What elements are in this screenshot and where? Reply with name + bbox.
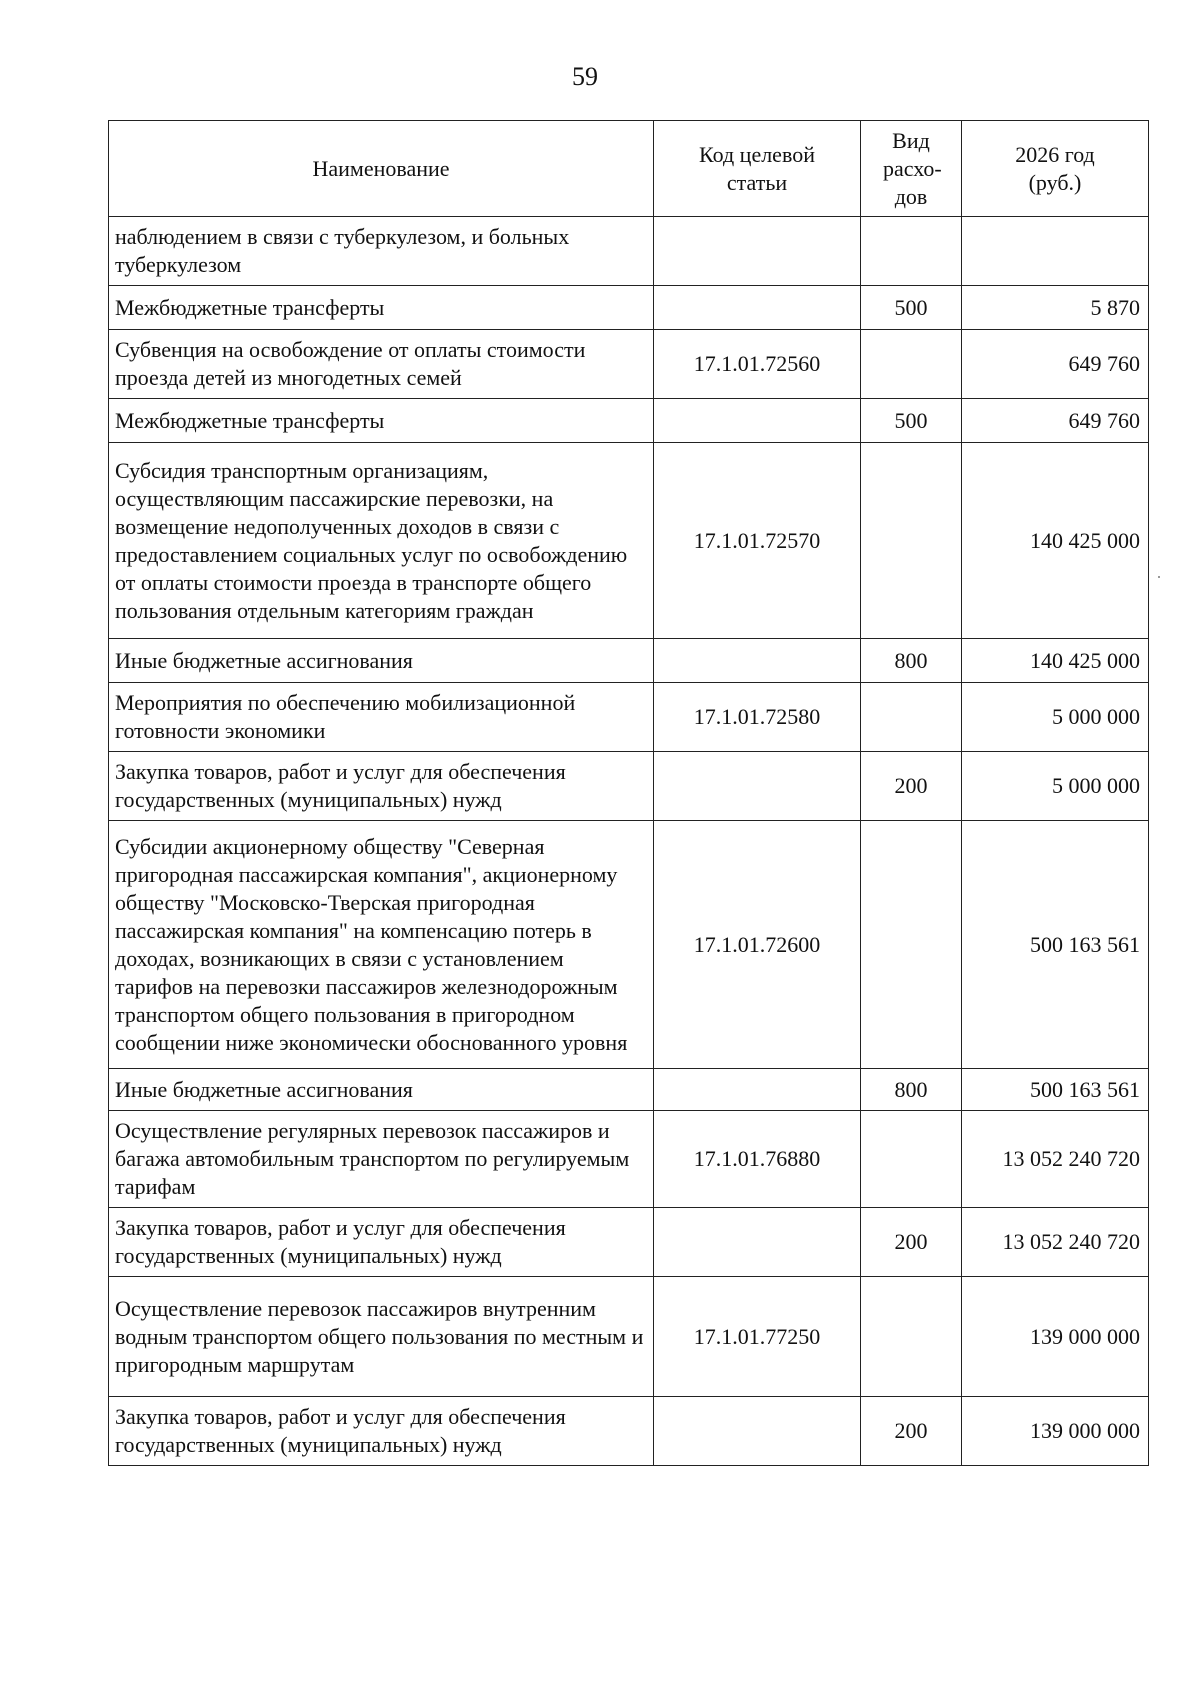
- cell-code: 17.1.01.72570: [654, 443, 861, 639]
- header-name: Наименование: [109, 121, 654, 217]
- cell-amount: 5 000 000: [962, 683, 1149, 752]
- header-kind: Вид расхо- дов: [861, 121, 962, 217]
- table-row: [109, 1069, 1149, 1111]
- cell-kind: 800: [861, 1069, 962, 1111]
- cell-amount: 139 000 000: [962, 1277, 1149, 1397]
- cell-kind: 500: [861, 286, 962, 330]
- cell-amount: 5 000 000: [962, 752, 1149, 821]
- table-row: [109, 330, 1149, 399]
- cell-kind: [861, 330, 962, 399]
- cell-kind: [861, 683, 962, 752]
- cell-name: Иные бюджетные ассигнования: [109, 1069, 654, 1111]
- cell-code: 17.1.01.72580: [654, 683, 861, 752]
- table-row: [109, 683, 1149, 752]
- table-row: [109, 1111, 1149, 1208]
- cell-amount: 140 425 000: [962, 639, 1149, 683]
- cell-kind: [861, 1111, 962, 1208]
- cell-name: Закупка товаров, работ и услуг для обеспечения государственных (муниципальных) нужд: [109, 1208, 654, 1277]
- cell-amount: 140 425 000: [962, 443, 1149, 639]
- table-row: [109, 821, 1149, 1069]
- header-code: Код целевой статьи: [654, 121, 861, 217]
- cell-kind: [861, 1277, 962, 1397]
- cell-name: Иные бюджетные ассигнования: [109, 639, 654, 683]
- cell-amount: 649 760: [962, 330, 1149, 399]
- cell-code: [654, 1069, 861, 1111]
- page-number: 59: [572, 62, 598, 91]
- cell-amount: 500 163 561: [962, 1069, 1149, 1111]
- cell-code: [654, 1208, 861, 1277]
- cell-kind: 800: [861, 639, 962, 683]
- cell-code: 17.1.01.72560: [654, 330, 861, 399]
- scan-speck: [1158, 576, 1160, 578]
- cell-amount: 500 163 561: [962, 821, 1149, 1069]
- table-row: [109, 1397, 1149, 1466]
- cell-name: Субсидии акционерному обществу "Северная пригородная пассажирская компания", акционерному обществу "Московско-Тверская пригородная пассажирская компания" на компенсацию потерь в доходах, возникающих в связи с установлением тарифов на перевозки пассажиров железнодорожным транспортом общего пользования в пригородном сообщении ниже экономически обоснованного уровня: [109, 821, 654, 1069]
- cell-name: Межбюджетные трансферты: [109, 399, 654, 443]
- cell-code: 17.1.01.76880: [654, 1111, 861, 1208]
- cell-code: 17.1.01.77250: [654, 1277, 861, 1397]
- table-row: [109, 639, 1149, 683]
- table-body: [109, 217, 1149, 1466]
- cell-code: [654, 217, 861, 286]
- table-row: [109, 399, 1149, 443]
- cell-name: наблюдением в связи с туберкулезом, и больных туберкулезом: [109, 217, 654, 286]
- cell-code: [654, 1397, 861, 1466]
- header-amount: 2026 год (руб.): [962, 121, 1149, 217]
- table-row: [109, 1277, 1149, 1397]
- cell-kind: 500: [861, 399, 962, 443]
- cell-kind: [861, 443, 962, 639]
- cell-kind: 200: [861, 1397, 962, 1466]
- cell-name: Осуществление перевозок пассажиров внутренним водным транспортом общего пользования по местным и пригородным маршрутам: [109, 1277, 654, 1397]
- cell-amount: 649 760: [962, 399, 1149, 443]
- table-row: [109, 217, 1149, 286]
- cell-amount: 13 052 240 720: [962, 1208, 1149, 1277]
- table-row: [109, 752, 1149, 821]
- cell-kind: 200: [861, 752, 962, 821]
- cell-kind: 200: [861, 1208, 962, 1277]
- cell-code: [654, 752, 861, 821]
- budget-table: [108, 120, 1149, 1466]
- table-row: [109, 443, 1149, 639]
- cell-name: Закупка товаров, работ и услуг для обеспечения государственных (муниципальных) нужд: [109, 752, 654, 821]
- cell-code: [654, 399, 861, 443]
- cell-name: Мероприятия по обеспечению мобилизационной готовности экономики: [109, 683, 654, 752]
- cell-amount: 5 870: [962, 286, 1149, 330]
- cell-name: Межбюджетные трансферты: [109, 286, 654, 330]
- cell-amount: [962, 217, 1149, 286]
- cell-code: [654, 286, 861, 330]
- cell-kind: [861, 821, 962, 1069]
- cell-kind: [861, 217, 962, 286]
- cell-code: [654, 639, 861, 683]
- cell-name: Закупка товаров, работ и услуг для обеспечения государственных (муниципальных) нужд: [109, 1397, 654, 1466]
- cell-amount: 139 000 000: [962, 1397, 1149, 1466]
- cell-name: Осуществление регулярных перевозок пассажиров и багажа автомобильным транспортом по регулируемым тарифам: [109, 1111, 654, 1208]
- cell-name: Субсидия транспортным организациям, осуществляющим пассажирские перевозки, на возмещение недополученных доходов в связи с предоставлением социальных услуг по освобождению от оплаты стоимости проезда в транспорте общего пользования отдельным категориям граждан: [109, 443, 654, 639]
- cell-code: 17.1.01.72600: [654, 821, 861, 1069]
- table-row: [109, 1208, 1149, 1277]
- cell-name: Субвенция на освобождение от оплаты стоимости проезда детей из многодетных семей: [109, 330, 654, 399]
- table-row: [109, 286, 1149, 330]
- table-header-row: [109, 121, 1149, 217]
- cell-amount: 13 052 240 720: [962, 1111, 1149, 1208]
